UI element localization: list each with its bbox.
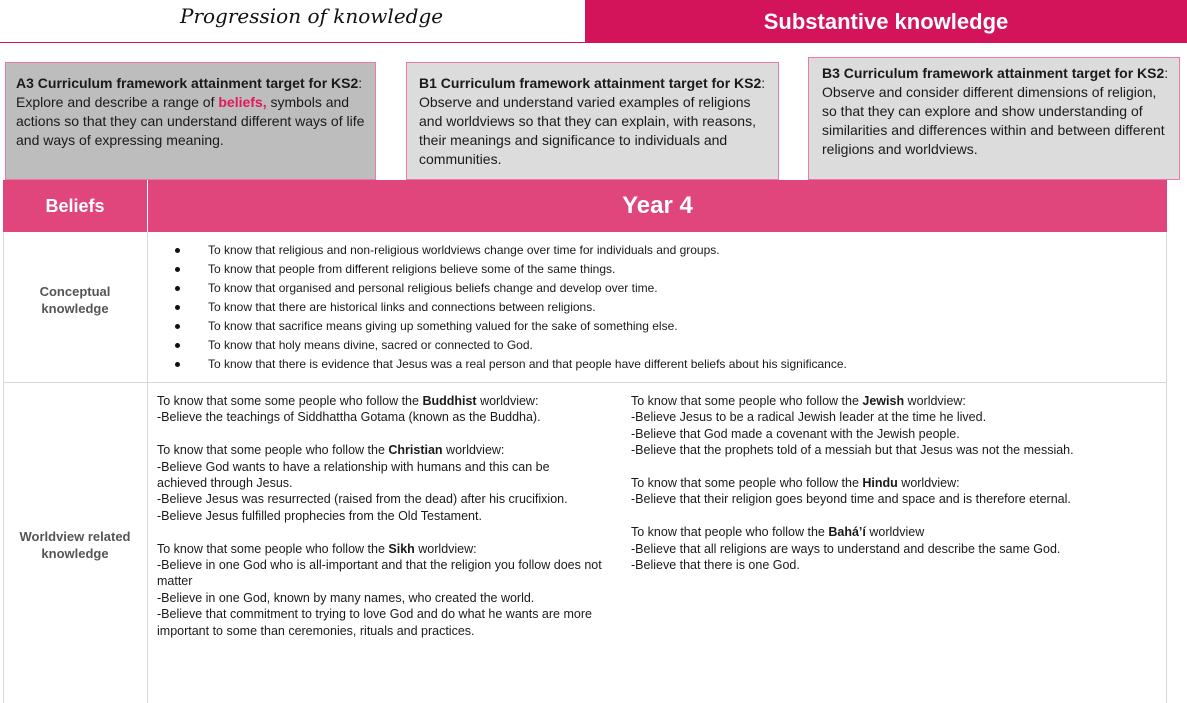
table-border-right: [1166, 232, 1167, 703]
wv-line: -Believe that God made a covenant with the Jewish people.: [631, 426, 960, 441]
worldview-block-buddhist: [157, 393, 602, 426]
list-item: To know that there are historical links and connections between religions.: [165, 298, 847, 317]
wv-name: Bahá’í: [828, 525, 866, 540]
conceptual-list: [165, 241, 847, 374]
wv-line: -Believe Jesus fulfilled prophecies from the Old Testament.: [157, 508, 482, 523]
target-b1-heading: B1 Curriculum framework attainment target for KS2: [419, 75, 762, 91]
wv-line: -Believe God wants to have a relationship with humans and this can be achieved through Jesus.: [157, 459, 550, 491]
table-border-middle: [147, 232, 148, 703]
worldview-column-right: [631, 393, 1131, 590]
worldview-label: Worldview related knowledge: [19, 529, 131, 561]
wv-line: -Believe in one God who is all-important and that the religion you follow does not matter: [157, 558, 602, 589]
wv-intro-end: worldview:: [904, 394, 966, 408]
progression-header: [0, 0, 585, 43]
target-b3: [808, 57, 1180, 180]
year-header: Year 4: [147, 180, 1167, 232]
wv-name: Jewish: [862, 394, 905, 408]
wv-line: -Believe that all religions are ways to understand and describe the same God.: [631, 541, 1061, 556]
wv-name: Buddhist: [422, 394, 477, 408]
target-b3-text: : Observe and consider different dimensions of religion, so that they can explore and show understanding of similarities and differences within and between different religions and worldviews.: [822, 65, 1169, 157]
wv-name: Hindu: [862, 476, 898, 491]
list-item: To know that sacrifice means giving up something valued for the sake of something else.: [165, 317, 847, 336]
wv-intro: To know that some people who follow the: [631, 394, 863, 408]
wv-line: -Believe Jesus was resurrected (raised from the dead) after his crucifixion.: [157, 492, 568, 507]
wv-line: -Believe in one God, known by many names, who created the world.: [157, 590, 535, 605]
progression-title: Progression of knowledge: [180, 4, 444, 28]
wv-intro-end: worldview:: [442, 443, 505, 458]
worldview-block-jewish: [631, 393, 1131, 459]
list-item: To know that religious and non-religious worldviews change over time for individuals and groups.: [165, 241, 847, 260]
list-item: To know that there is evidence that Jesus was a real person and that people have different beliefs about his significance.: [165, 355, 847, 374]
wv-name: Sikh: [388, 541, 415, 556]
wv-intro-end: worldview:: [476, 394, 539, 408]
list-item: To know that holy means divine, sacred or connected to God.: [165, 336, 847, 355]
worldview-block-sikh: [157, 541, 602, 639]
conceptual-label: Conceptual knowledge: [39, 284, 111, 316]
target-b1: [406, 62, 779, 180]
wv-intro: To know that some some people who follow the: [157, 394, 423, 408]
target-a3-text-before: : Explore and describe a range of: [16, 75, 363, 110]
target-b1-text: : Observe and understand varied examples of religions and worldviews so that they can explain, with reasons, their meanings and significance to individuals and communities.: [419, 75, 766, 167]
wv-intro-end: worldview:: [897, 476, 960, 491]
wv-intro: To know that some people who follow the: [157, 541, 389, 556]
target-b3-heading: B3 Curriculum framework attainment target for KS2: [822, 65, 1165, 81]
wv-line: -Believe the teachings of Siddhattha Gotama (known as the Buddha).: [157, 410, 541, 425]
wv-line: -Believe Jesus to be a radical Jewish leader at the time he lived.: [631, 410, 987, 425]
wv-name: Christian: [388, 443, 443, 458]
worldview-column-left: [157, 393, 602, 655]
wv-intro: To know that some people who follow the: [631, 476, 863, 491]
worldview-block-hindu: [631, 475, 1131, 508]
wv-intro-end: worldview: [865, 525, 925, 540]
list-item: To know that people from different religions believe some of the same things.: [165, 260, 847, 279]
wv-line: -Believe that their religion goes beyond time and space and is therefore eternal.: [631, 492, 1071, 507]
target-a3-text-after: symbols and actions so that they can understand different ways of life and ways of expressing meaning.: [16, 94, 365, 148]
list-item: To know that organised and personal religious beliefs change and develop over time.: [165, 279, 847, 298]
wv-intro-end: worldview:: [414, 541, 477, 556]
wv-line: -Believe that there is one God.: [631, 558, 800, 573]
target-a3: [5, 62, 376, 180]
topic-header: Beliefs: [3, 180, 147, 232]
wv-line: -Believe that the prophets told of a messiah but that Jesus was not the messiah.: [631, 443, 1074, 458]
wv-intro: To know that people who follow the: [631, 525, 829, 540]
wv-intro: To know that some people who follow the: [157, 443, 389, 458]
target-a3-highlight: beliefs,: [218, 94, 267, 110]
worldview-block-bahai: [631, 524, 1131, 573]
worldview-block-christian: [157, 442, 602, 524]
target-a3-heading: A3 Curriculum framework attainment target for KS2: [16, 75, 359, 91]
wv-line: -Believe that commitment to trying to love God and do what he wants are more important to some than ceremonies, rituals and practices.: [157, 607, 592, 638]
section-title: Substantive knowledge: [585, 0, 1187, 43]
row-divider: [3, 382, 1167, 383]
